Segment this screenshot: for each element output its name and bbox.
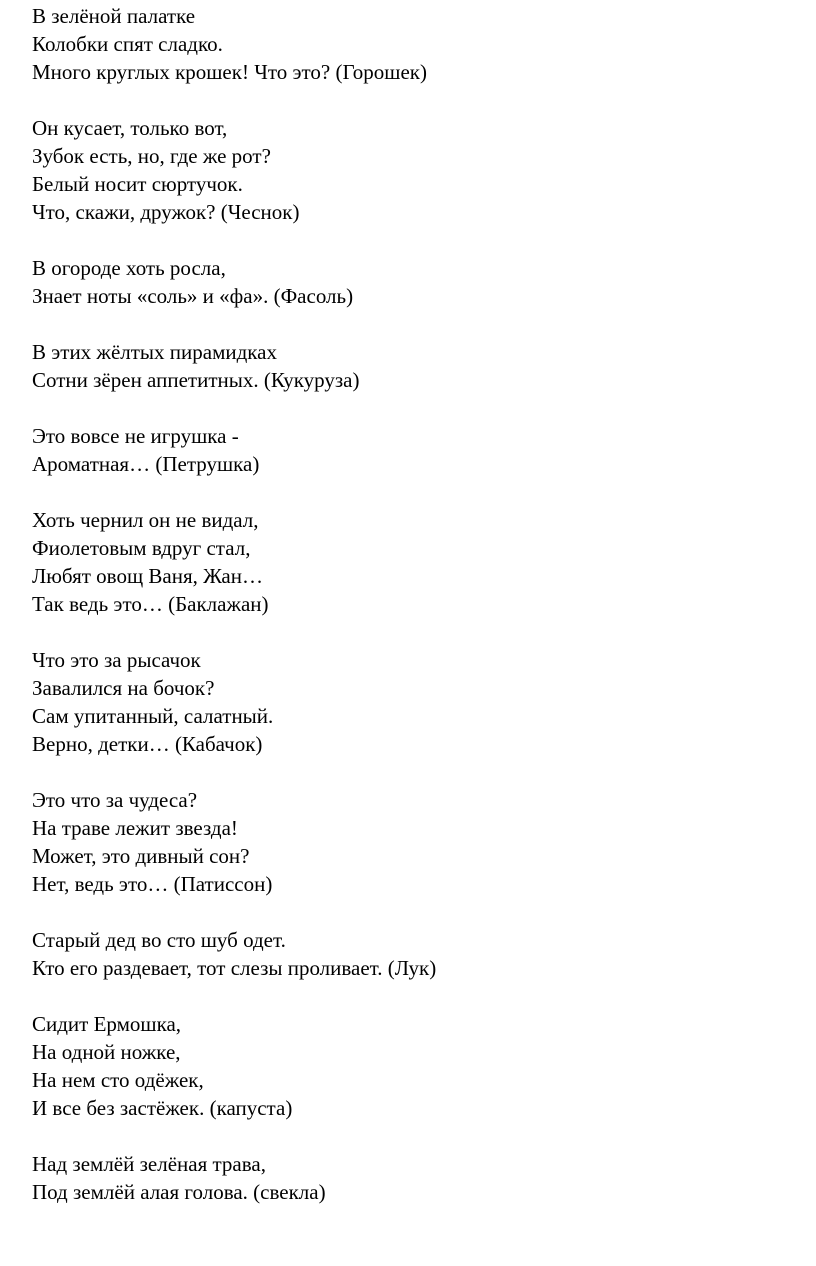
riddle-line: Сотни зёрен аппетитных. (Кукуруза) (32, 368, 360, 392)
riddle-line: Над землёй зелёная трава, (32, 1152, 266, 1176)
riddle-line: Он кусает, только вот, (32, 116, 228, 140)
riddle-line: В огороде хоть росла, (32, 256, 226, 280)
riddle-line: На одной ножке, (32, 1040, 181, 1064)
riddle-line: Это что за чудеса? (32, 788, 198, 812)
riddle-line: На траве лежит звезда! (32, 816, 238, 840)
riddle-line: Любят овощ Ваня, Жан… (32, 564, 263, 588)
riddle-beans (32, 254, 792, 310)
riddle-line: Что, скажи, дружок? (Чеснок) (32, 200, 300, 224)
riddle-line: Нет, ведь это… (Патиссон) (32, 872, 273, 896)
riddle-line: В зелёной палатке (32, 4, 196, 28)
riddle-line: Зубок есть, но, где же рот? (32, 144, 271, 168)
riddle-pattypan (32, 786, 792, 898)
riddle-line: На нем сто одёжек, (32, 1068, 204, 1092)
riddle-parsley (32, 422, 792, 478)
riddle-line: Под землёй алая голова. (свекла) (32, 1180, 326, 1204)
riddle-beet (32, 1150, 792, 1206)
riddle-line: Так ведь это… (Баклажан) (32, 592, 269, 616)
riddle-line: Много круглых крошек! Что это? (Горошек) (32, 60, 427, 84)
riddle-line: Белый носит сюртучок. (32, 172, 243, 196)
riddle-line: И все без застёжек. (капуста) (32, 1096, 293, 1120)
riddle-line: Что это за рысачок (32, 648, 201, 672)
riddle-line: Сидит Ермошка, (32, 1012, 182, 1036)
riddle-onion (32, 926, 792, 982)
riddle-line: В этих жёлтых пирамидках (32, 340, 277, 364)
riddle-line: Старый дед во сто шуб одет. (32, 928, 286, 952)
riddle-eggplant (32, 506, 792, 618)
riddle-zucchini (32, 646, 792, 758)
riddle-line: Это вовсе не игрушка - (32, 424, 239, 448)
riddle-line: Знает ноты «соль» и «фа». (Фасоль) (32, 284, 354, 308)
riddle-line: Завалился на бочок? (32, 676, 215, 700)
riddle-line: Фиолетовым вдруг стал, (32, 536, 251, 560)
riddle-corn (32, 338, 792, 394)
riddle-peas (32, 2, 792, 86)
riddle-line: Верно, детки… (Кабачок) (32, 732, 263, 756)
document-page (32, 2, 792, 1234)
riddle-line: Кто его раздевает, тот слезы проливает. (Лук) (32, 956, 437, 980)
riddle-line: Может, это дивный сон? (32, 844, 250, 868)
riddle-line: Сам упитанный, салатный. (32, 704, 274, 728)
riddle-line: Хоть чернил он не видал, (32, 508, 259, 532)
riddle-garlic (32, 114, 792, 226)
riddle-cabbage (32, 1010, 792, 1122)
riddle-line: Ароматная… (Петрушка) (32, 452, 260, 476)
riddle-line: Колобки спят сладко. (32, 32, 223, 56)
